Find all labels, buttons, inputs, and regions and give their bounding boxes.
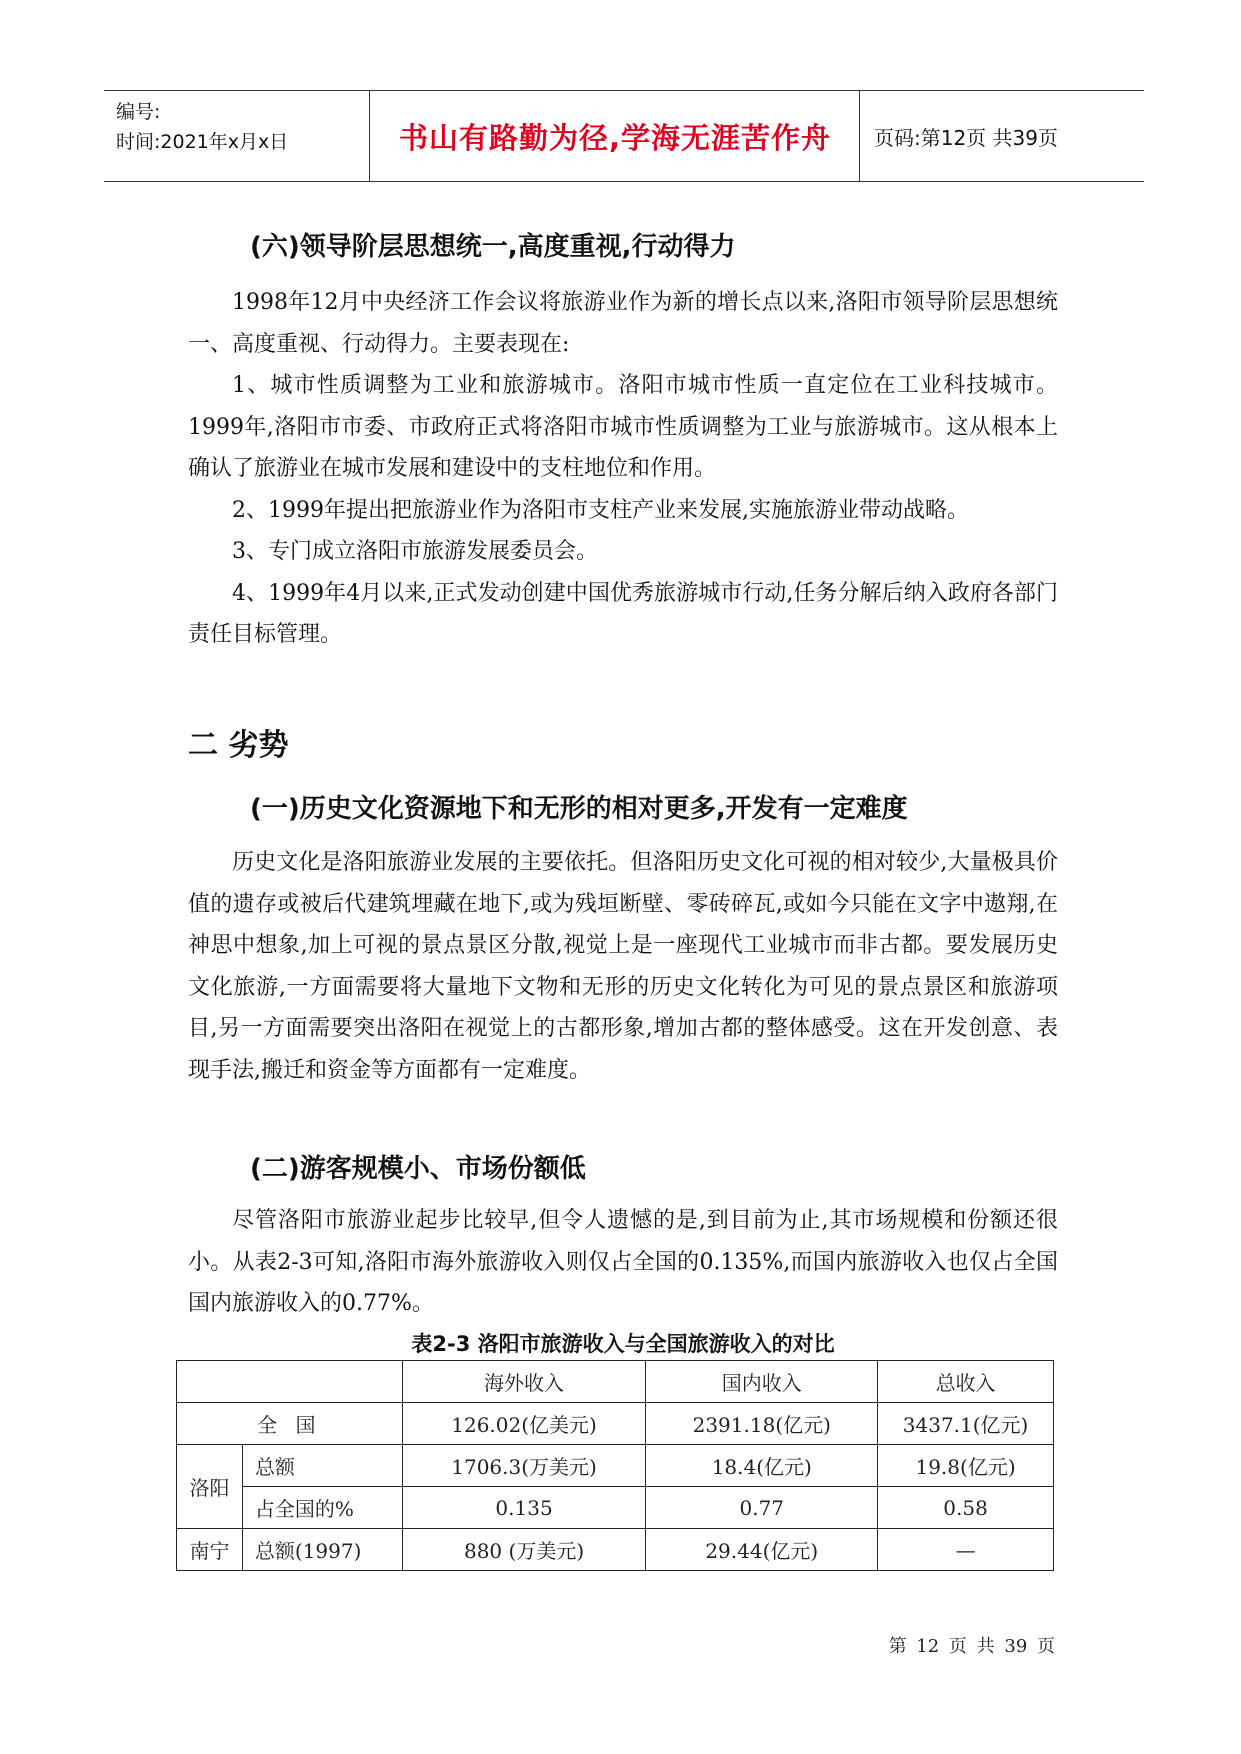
table-cell: 29.44(亿元) — [646, 1529, 878, 1571]
table-header-cell: 总收入 — [878, 1361, 1054, 1403]
paragraph: 1、城市性质调整为工业和旅游城市。洛阳市城市性质一直定位在工业科技城市。1999年,洛阳市市委、市政府正式将洛阳市城市性质调整为工业与旅游城市。这从根本上确认了旅游业在城市发展和建设中的支柱地位和作用。 — [188, 373, 1058, 481]
table-cell: 3437.1(亿元) — [878, 1403, 1054, 1445]
paragraph: 2、1999年提出把旅游业作为洛阳市支柱产业来发展,实施旅游业带动战略。 — [232, 497, 969, 523]
paragraph: 历史文化是洛阳旅游业发展的主要依托。但洛阳历史文化可视的相对较少,大量极具价值的遗存或被后代建筑埋藏在地下,或为残垣断壁、零砖碎瓦,或如今只能在文字中遨翔,在神思中想象,加上可视的景点景区分散,视觉上是一座现代工业城市而非古都。要发展历史文化旅游,一方面需要将大量地下文物和无形的历史文化转化为可见的景点景区和旅游项目,另一方面需要突出洛阳在视觉上的古都形象,增加古都的整体感受。这在开发创意、表现手法,搬迁和资金等方面都有一定难度。 — [188, 850, 1058, 1083]
paragraph: 1998年12月中央经济工作会议将旅游业作为新的增长点以来,洛阳市领导阶层思想统一、高度重视、行动得力。主要表现在: — [188, 290, 1058, 357]
table-cell: — — [878, 1529, 1054, 1571]
table-cell: 18.4(亿元) — [646, 1445, 878, 1487]
header-motto: 书山有路勤为径,学海无涯苦作舟 — [398, 120, 832, 155]
table-header-row — [177, 1361, 1054, 1403]
section-six-body — [188, 282, 1058, 656]
section-two-sub2-title: (二)游客规模小、市场份额低 — [250, 1154, 586, 1184]
table-group-label: 南宁 — [177, 1529, 243, 1571]
section-six-title: (六)领导阶层思想统一,高度重视,行动得力 — [250, 232, 736, 262]
income-comparison-table — [176, 1360, 1054, 1571]
page-header — [104, 90, 1144, 182]
table-row-label: 全 国 — [177, 1403, 403, 1445]
section-two-title: 二 劣势 — [188, 728, 289, 763]
section-two-sub1-body — [188, 842, 1058, 1091]
table-cell: 0.58 — [878, 1487, 1054, 1529]
table-cell: 2391.18(亿元) — [646, 1403, 878, 1445]
header-number-label: 编号: — [116, 101, 161, 123]
table-row — [177, 1445, 1054, 1487]
paragraph: 4、1999年4月以来,正式发动创建中国优秀旅游城市行动,任务分解后纳入政府各部门责任目标管理。 — [188, 580, 1058, 647]
table-corner-cell — [177, 1361, 403, 1403]
table-group-label: 洛阳 — [177, 1445, 243, 1529]
header-meta — [116, 97, 361, 157]
table-row-label: 占全国的% — [242, 1487, 402, 1529]
table-cell: 126.02(亿美元) — [402, 1403, 646, 1445]
header-time-label: 时间:2021年x月x日 — [116, 131, 289, 153]
table-row — [177, 1403, 1054, 1445]
table-row-label: 总额 — [242, 1445, 402, 1487]
table-row — [177, 1529, 1054, 1571]
header-divider — [369, 91, 370, 181]
paragraph: 尽管洛阳市旅游业起步比较早,但令人遗憾的是,到目前为止,其市场规模和份额还很小。从表2-3可知,洛阳市海外旅游收入则仅占全国的0.135%,而国内旅游收入也仅占全国国内旅游收入的0.77%。 — [188, 1208, 1058, 1316]
header-page-label: 页码:第12页 共39页 — [874, 125, 1058, 150]
table-row — [177, 1487, 1054, 1529]
table-header-cell: 国内收入 — [646, 1361, 878, 1403]
table-header-cell: 海外收入 — [402, 1361, 646, 1403]
table-cell: 1706.3(万美元) — [402, 1445, 646, 1487]
table-row-label: 总额(1997) — [242, 1529, 402, 1571]
table-title: 表2-3 洛阳市旅游收入与全国旅游收入的对比 — [411, 1332, 835, 1356]
header-divider — [859, 91, 860, 181]
table-cell: 19.8(亿元) — [878, 1445, 1054, 1487]
page-footer: 第 12 页 共 39 页 — [888, 1636, 1055, 1657]
table-cell: 0.77 — [646, 1487, 878, 1529]
section-two-sub2-body — [188, 1200, 1058, 1325]
paragraph: 3、专门成立洛阳市旅游发展委员会。 — [232, 539, 598, 564]
table-cell: 880 (万美元) — [402, 1529, 646, 1571]
table-cell: 0.135 — [402, 1487, 646, 1529]
section-two-sub1-title: (一)历史文化资源地下和无形的相对更多,开发有一定难度 — [250, 794, 908, 824]
